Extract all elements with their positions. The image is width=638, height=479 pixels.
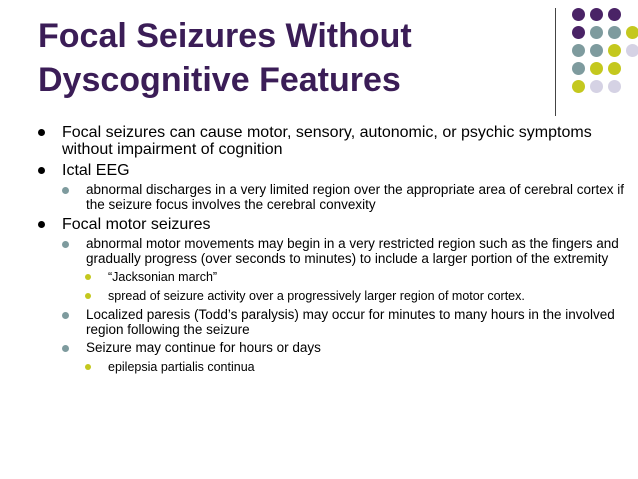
dot-olive bbox=[572, 80, 585, 93]
dot-olive bbox=[608, 62, 621, 75]
sub-bullet-text: Localized paresis (Todd’s paralysis) may occur for minutes to many hours in the involved region following the seizure bbox=[86, 307, 615, 337]
decorative-dot-grid bbox=[565, 8, 637, 98]
title-line-2: Dyscognitive Features bbox=[38, 61, 401, 99]
dot-teal bbox=[572, 44, 585, 57]
dot-olive bbox=[590, 62, 603, 75]
bullet-text: Focal seizures can cause motor, sensory, autonomic, or psychic symptoms without impairment of cognition bbox=[62, 124, 592, 158]
bullet-list bbox=[38, 124, 628, 379]
slide-title bbox=[38, 14, 538, 102]
dot-teal bbox=[590, 44, 603, 57]
sub-bullet-item bbox=[38, 237, 628, 266]
sub-bullet-text: Seizure may continue for hours or days bbox=[86, 340, 321, 355]
sub-bullet-marker bbox=[62, 241, 69, 248]
sub-sub-bullet-item bbox=[38, 270, 628, 284]
sub-bullet-item bbox=[38, 308, 628, 337]
sub-bullet-text: abnormal motor movements may begin in a very restricted region such as the fingers and gradually progress (over seconds to minutes) to include a larger portion of the extremity bbox=[86, 236, 619, 266]
bullet-marker bbox=[38, 167, 45, 174]
sub-sub-bullet-text: “Jacksonian march” bbox=[108, 270, 218, 284]
bullet-item bbox=[38, 124, 628, 158]
bullet-marker bbox=[38, 221, 45, 228]
bullet-item bbox=[38, 216, 628, 233]
sub-bullet-marker bbox=[62, 187, 69, 194]
bullet-marker bbox=[38, 129, 45, 136]
sub-sub-bullet-item bbox=[38, 360, 628, 374]
bullet-text: Focal motor seizures bbox=[62, 216, 211, 233]
bullet-text: Ictal EEG bbox=[62, 162, 130, 179]
title-line-1: Focal Seizures Without bbox=[38, 17, 412, 55]
sub-bullet-item bbox=[38, 341, 628, 356]
sub-sub-bullet-marker bbox=[85, 293, 91, 299]
sub-bullet-item bbox=[38, 183, 628, 212]
sub-bullet-marker bbox=[62, 345, 69, 352]
dot-lavender bbox=[626, 44, 638, 57]
dot-lavender bbox=[608, 80, 621, 93]
sub-bullet-marker bbox=[62, 312, 69, 319]
dot-teal bbox=[572, 62, 585, 75]
sub-sub-bullet-item bbox=[38, 289, 628, 303]
sub-bullet-text: abnormal discharges in a very limited region over the appropriate area of cerebral cortex if the seizure focus involves the cerebral convexity bbox=[86, 182, 625, 212]
sub-sub-bullet-text: spread of seizure activity over a progressively larger region of motor cortex. bbox=[108, 289, 525, 303]
dot-olive bbox=[608, 44, 621, 57]
dot-purple bbox=[572, 26, 585, 39]
dot-lavender bbox=[590, 80, 603, 93]
sub-sub-bullet-marker bbox=[85, 274, 91, 280]
dot-purple bbox=[590, 8, 603, 21]
decorative-divider bbox=[555, 8, 556, 116]
bullet-item bbox=[38, 162, 628, 179]
dot-teal bbox=[590, 26, 603, 39]
dot-purple bbox=[608, 8, 621, 21]
dot-purple bbox=[572, 8, 585, 21]
sub-sub-bullet-text: epilepsia partialis continua bbox=[108, 359, 255, 374]
sub-sub-bullet-marker bbox=[85, 364, 91, 370]
dot-olive bbox=[626, 26, 638, 39]
dot-teal bbox=[608, 26, 621, 39]
